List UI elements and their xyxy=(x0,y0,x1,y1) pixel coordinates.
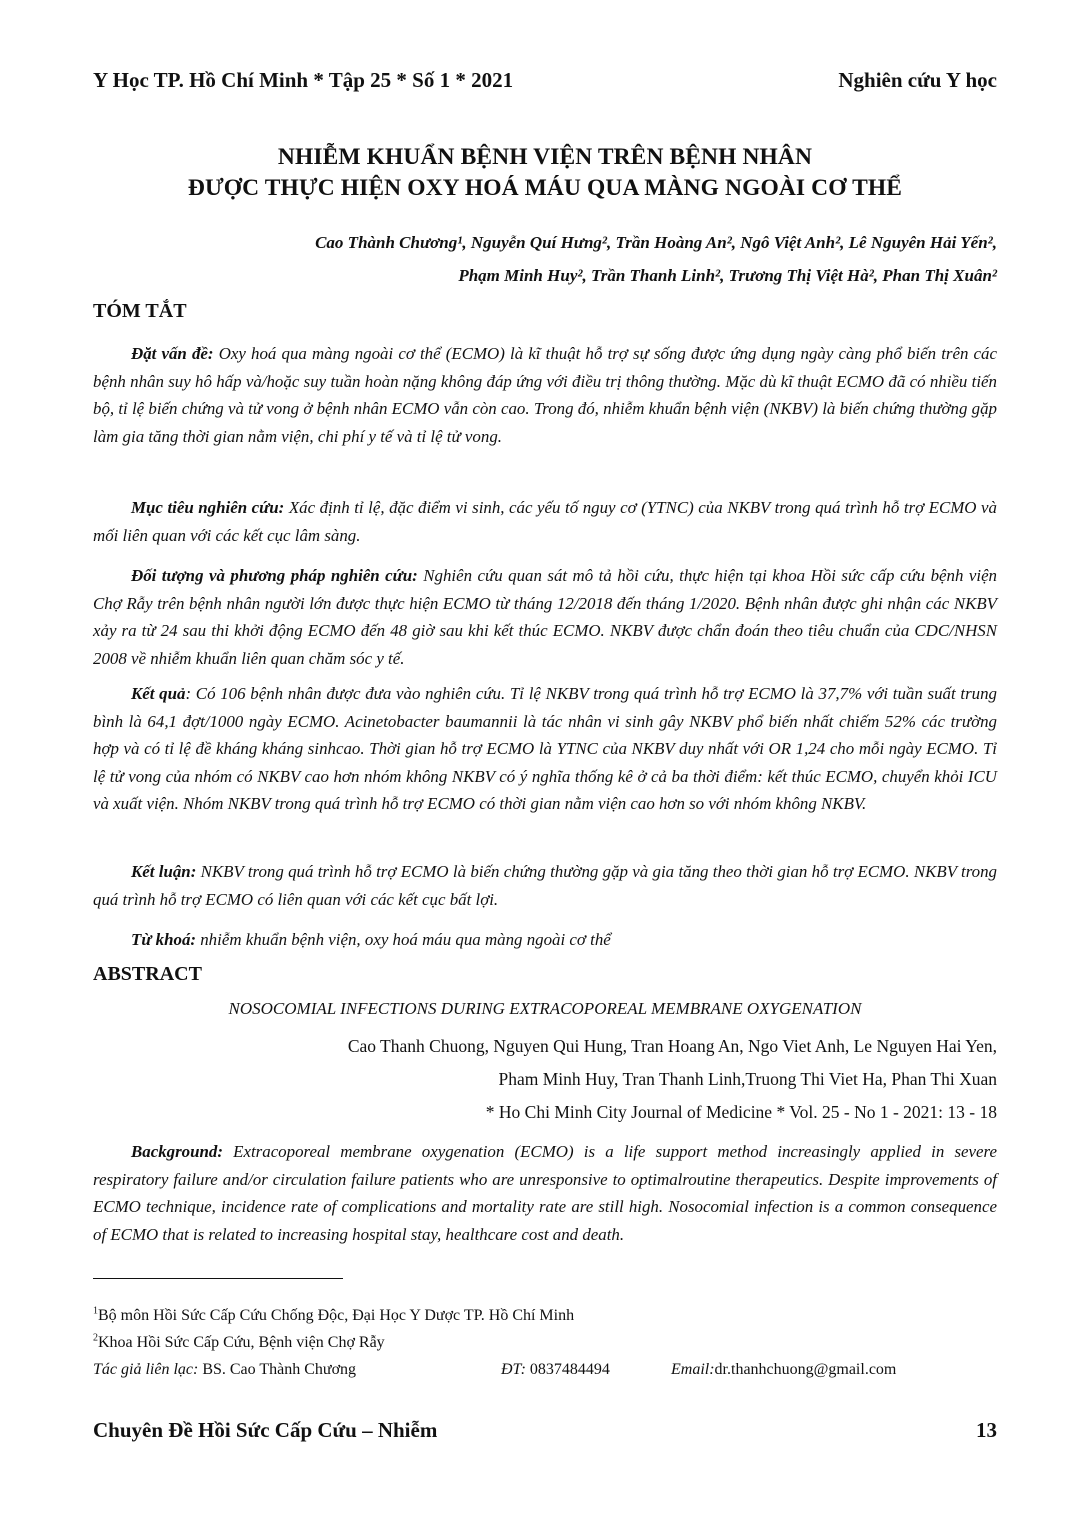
background-label-vi: Đặt vấn đề: xyxy=(131,344,214,363)
footnotes xyxy=(93,1302,997,1383)
background-paragraph-en xyxy=(93,1138,997,1248)
background-text-vi: Oxy hoá qua màng ngoài cơ thể (ECMO) là kĩ thuật hỗ trợ sự sống được ứng dụng ngày càng phổ biến trên các bệnh nhân suy hô hấp và/hoặc suy tuần hoàn nặng không đáp ứng với điều trị thông thường. Mặc dù kĩ thuật ECMO đã có nhiều tiến bộ, tỉ lệ biến chứng và tử vong ở bệnh nhân ECMO vẫn còn cao. Trong đó, nhiễm khuẩn bệnh viện (NKBV) là biến chứng thường gặp làm gia tăng thời gian nằm viện, chi phí y tế và tỉ lệ tử vong. xyxy=(93,344,997,446)
running-header xyxy=(93,68,997,102)
section-header: Nghiên cứu Y học xyxy=(838,68,997,92)
background-text-en: Extracoporeal membrane oxygenation (ECMO) is a life support method increasingly applied in severe respiratory failure and/or circulation failure patients who are unresponsive to optimalroutine therapeutics. Despite improvements of ECMO technique, incidence rate of complications and mortality rate are still high. Nosocomial infection is a common consequence of ECMO that is related to increasing hospital stay, healthcare cost and death. xyxy=(93,1142,997,1244)
methods-paragraph xyxy=(93,562,997,672)
objective-text: Xác định tỉ lệ, đặc điểm vi sinh, các yếu tố nguy cơ (YTNC) của NKBV trong quá trình hỗ trợ ECMO và mối liên quan với các kết cục lâm sàng. xyxy=(93,498,997,545)
contact-name: BS. Cao Thành Chương xyxy=(198,1361,357,1378)
results-text: : Có 106 bệnh nhân được đưa vào nghiên cứu. Tỉ lệ NKBV trong quá trình hỗ trợ ECMO là 37,7% với tuần suất trung bình là 64,1 đợt/1000 ngày ECMO. Acinetobacter baumannii là tác nhân vi sinh gây NKBV phổ biến nhất chiếm 52% các trường hợp và có tỉ lệ đề kháng kháng sinhcao. Thời gian hỗ trợ ECMO là YTNC của NKBV duy nhất với OR 1,24 cho mỗi ngày ECMO. Tỉ lệ tử vong của nhóm có NKBV cao hơn nhóm không NKBV có ý nghĩa thống kê ở cả ba thời điểm: kết thúc ECMO, chuyển khỏi ICU và xuất viện. Nhóm NKBV trong quá trình hỗ trợ ECMO có thời gian nằm viện cao hơn so với nhóm không NKBV. xyxy=(93,684,998,814)
authors-en-line-2: Pham Minh Huy, Tran Thanh Linh,Truong Thi Viet Ha, Phan Thi Xuan xyxy=(498,1069,997,1089)
methods-label: Đối tượng và phương pháp nghiên cứu: xyxy=(131,566,418,585)
authors-vi-line-1: Cao Thành Chương¹, Nguyễn Quí Hưng², Trần Hoàng An², Ngô Việt Anh², Lê Nguyên Hải Yến², xyxy=(315,233,997,252)
corresponding-author xyxy=(93,1356,997,1383)
english-title: NOSOCOMIAL INFECTIONS DURING EXTRACOPOREAL MEMBRANE OXYGENATION xyxy=(228,999,862,1018)
conclusion-paragraph xyxy=(93,858,997,913)
footnote-1-text: Bộ môn Hồi Sức Cấp Cứu Chống Độc, Đại Học Y Dược TP. Hồ Chí Minh xyxy=(98,1307,575,1324)
keywords-label: Từ khoá: xyxy=(131,930,197,949)
keywords-paragraph xyxy=(93,926,997,954)
email-label: Email: xyxy=(671,1361,715,1378)
phone-value: 0837484494 xyxy=(525,1361,610,1378)
page-footer xyxy=(93,1418,997,1443)
title-line-2: ĐƯỢC THỰC HIỆN OXY HOÁ MÁU QUA MÀNG NGOÀI CƠ THỂ xyxy=(187,175,903,201)
page-number: 13 xyxy=(976,1418,997,1442)
footnote-divider xyxy=(93,1278,343,1279)
email-value: dr.thanhchuong@gmail.com xyxy=(714,1361,897,1378)
objective-label: Mục tiêu nghiên cứu: xyxy=(131,498,285,517)
footer-topic: Chuyên Đề Hồi Sức Cấp Cứu – Nhiễm xyxy=(93,1418,438,1442)
footnote-1 xyxy=(93,1302,997,1329)
authors-english xyxy=(97,1030,997,1129)
summary-heading: TÓM TẮT xyxy=(93,300,187,322)
contact-phone-block xyxy=(501,1356,619,1383)
citation-line: * Ho Chi Minh City Journal of Medicine * Vol. 25 - No 1 - 2021: 13 - 18 xyxy=(485,1102,997,1122)
authors-en-line-1: Cao Thanh Chuong, Nguyen Qui Hung, Tran Hoang An, Ngo Viet Anh, Le Nguyen Hai Yen, xyxy=(347,1036,997,1056)
results-label: Kết quả xyxy=(131,684,186,703)
background-label-en: Background: xyxy=(131,1142,223,1161)
authors-vietnamese xyxy=(97,226,997,292)
results-paragraph xyxy=(93,680,997,818)
title-line-1: NHIỄM KHUẨN BỆNH VIỆN TRÊN BỆNH NHÂN xyxy=(277,144,813,170)
journal-header: Y Học TP. Hồ Chí Minh * Tập 25 * Số 1 * 2021 xyxy=(93,68,514,92)
conclusion-label: Kết luận: xyxy=(131,862,197,881)
contact-name-block xyxy=(93,1356,501,1383)
footnote-2-text: Khoa Hồi Sức Cấp Cứu, Bệnh viện Chợ Rẫy xyxy=(98,1334,385,1351)
background-paragraph-vi xyxy=(93,340,997,450)
abstract-heading: ABSTRACT xyxy=(93,963,202,985)
footnote-2 xyxy=(93,1329,997,1356)
authors-vi-line-2: Phạm Minh Huy², Trần Thanh Linh², Trương Thị Việt Hà², Phan Thị Xuân² xyxy=(458,266,997,285)
contact-email-block xyxy=(671,1356,896,1383)
footnote-1-mark: 1 xyxy=(93,1305,98,1317)
objective-paragraph xyxy=(93,494,997,549)
methods-text: Nghiên cứu quan sát mô tả hồi cứu, thực hiện tại khoa Hồi sức cấp cứu bệnh viện Chợ Rẫy trên bệnh nhân người lớn được thực hiện ECMO từ tháng 12/2018 đến tháng 1/2020. Bệnh nhân được ghi nhận các NKBV xảy ra từ 24 sau thi khởi động ECMO đến 48 giờ sau khi kết thúc ECMO. NKBV được chẩn đoán theo tiêu chuẩn của CDC/NHSN 2008 về nhiễm khuẩn liên quan chăm sóc y tế. xyxy=(93,566,998,668)
footnote-2-mark: 2 xyxy=(93,1332,98,1344)
article-title xyxy=(93,142,997,204)
conclusion-text: NKBV trong quá trình hỗ trợ ECMO là biến chứng thường gặp và gia tăng theo thời gian hỗ trợ ECMO. NKBV trong quá trình hỗ trợ ECMO có liên quan với các kết cục bất lợi. xyxy=(93,862,998,909)
keywords-text: nhiễm khuẩn bệnh viện, oxy hoá máu qua màng ngoài cơ thể xyxy=(196,930,611,949)
phone-label: ĐT: xyxy=(501,1361,526,1378)
contact-label: Tác giả liên lạc: xyxy=(93,1361,199,1378)
